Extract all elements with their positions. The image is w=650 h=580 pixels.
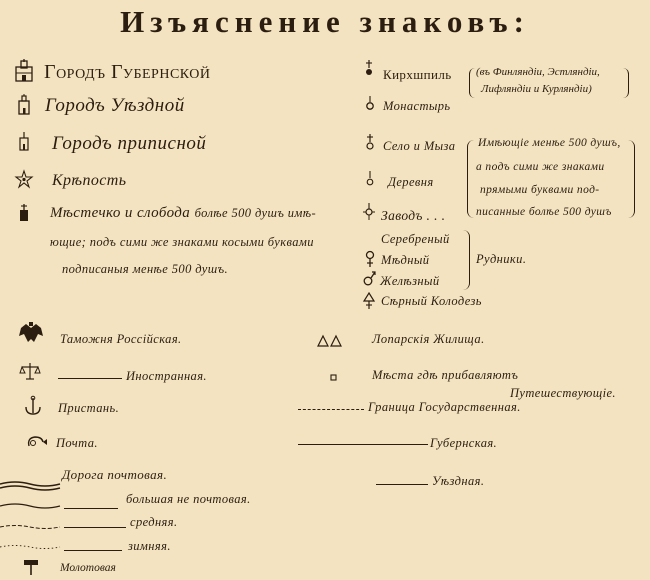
small-settlement-icon xyxy=(17,203,31,223)
label-srednyaya: средняя. xyxy=(130,515,178,529)
label-derevnya: Деревня xyxy=(388,175,434,189)
silver-moon-icon xyxy=(362,230,376,246)
copper-venus-icon xyxy=(364,250,376,268)
label-mesta-1: Мѣста гдѣ прибавляютъ xyxy=(372,368,519,382)
monastery-icon xyxy=(364,96,376,112)
label-zheleznyi: Желѣзный xyxy=(380,274,440,288)
scales-icon xyxy=(20,362,40,380)
post-road-symbol xyxy=(0,480,60,490)
iron-mars-icon xyxy=(362,270,376,288)
label-gubernskaya: Губернская. xyxy=(430,436,498,450)
label-uezdnoi-gorod: Городъ Уѣздной xyxy=(45,95,185,116)
small-town-icon xyxy=(16,132,32,152)
factory-icon xyxy=(362,203,376,221)
label-monastyr: Монастырь xyxy=(383,99,451,113)
hamlet-icon xyxy=(364,171,376,187)
label-selo: Село и Мыза xyxy=(383,139,456,153)
kirkh-note-2: Лифляндіи и Курляндіи) xyxy=(481,83,592,95)
label-loparskiya: Лопарскія Жилища. xyxy=(372,332,485,346)
label-zavod: Заводъ . . . xyxy=(381,208,446,223)
mestechko-line-2: ющие; подъ сими же знаками косыми буквами xyxy=(50,235,314,249)
fortress-star-icon xyxy=(15,170,33,188)
label-tamozhnya: Таможня Россійская. xyxy=(60,332,182,346)
label-bolshaya: большая не почтовая. xyxy=(126,492,251,506)
settlement-note-2: а подъ сими же знаками xyxy=(476,161,605,173)
label-pochta: Почта. xyxy=(56,436,98,450)
settlement-note-4: писанные болѣе 500 душъ xyxy=(476,206,612,218)
label-pristan: Пристань. xyxy=(58,401,120,415)
main-road-symbol xyxy=(0,500,60,510)
label-granitsa: Граница Государственная. xyxy=(368,400,521,414)
label-krepost: Крѣпость xyxy=(52,172,127,189)
mestechko-tail: болѣе 500 душъ имѣ- xyxy=(194,206,317,220)
label-gubernskoi-gorod: Городъ Губернской xyxy=(44,61,211,83)
label-rudniki: Рудники. xyxy=(476,252,527,266)
label-kirkhshpil: Кирхшпиль xyxy=(383,67,452,82)
label-mestechko xyxy=(50,204,316,222)
double-headed-eagle-icon xyxy=(18,322,44,346)
kirkh-note-1: (въ Финляндіи, Эстляндіи, xyxy=(476,66,600,78)
lapp-tents-icon xyxy=(316,334,344,348)
winter-road-symbol xyxy=(0,542,60,552)
mestechko-line-3: подписаныя менѣе 500 душъ. xyxy=(62,262,229,276)
label-uezdnaya: Уѣздная. xyxy=(432,474,485,488)
anchor-icon xyxy=(24,396,42,416)
label-doroga: Дорога почтовая. xyxy=(62,467,168,482)
label-pripisnoi-gorod: Городъ приписной xyxy=(52,133,207,154)
hammer-icon xyxy=(22,558,40,576)
city-tower-icon xyxy=(13,59,35,83)
small-square-icon xyxy=(330,374,338,382)
settlement-note-1: Имѣющіе менѣе 500 душъ, xyxy=(478,137,621,149)
label-zimnyaya: зимняя. xyxy=(128,539,171,553)
post-horn-icon xyxy=(26,434,48,450)
label-sernyi-kolodez: Сѣрный Колодезь xyxy=(381,294,482,308)
village-cross-icon xyxy=(364,134,376,152)
label-inostrannaya: Иностранная. xyxy=(126,369,207,383)
label-molotovaya: Молотовая xyxy=(60,562,116,574)
settlement-note-3: прямыми буквами под- xyxy=(480,184,600,196)
label-mesta-2: Путешествующіе. xyxy=(510,386,616,400)
mestechko-heading: Мѣстечко и слобода xyxy=(50,205,191,221)
sulphur-icon xyxy=(362,292,376,310)
zavod-text: Заводъ xyxy=(381,208,423,223)
middle-road-symbol xyxy=(0,522,60,532)
town-tower-icon xyxy=(15,94,33,116)
label-mednyi: Мѣдный xyxy=(381,253,430,267)
church-cross-icon xyxy=(363,60,375,78)
label-serebrenyi: Серебреный xyxy=(381,232,450,246)
legend-title: Изъяснение знаковъ: xyxy=(120,4,530,39)
